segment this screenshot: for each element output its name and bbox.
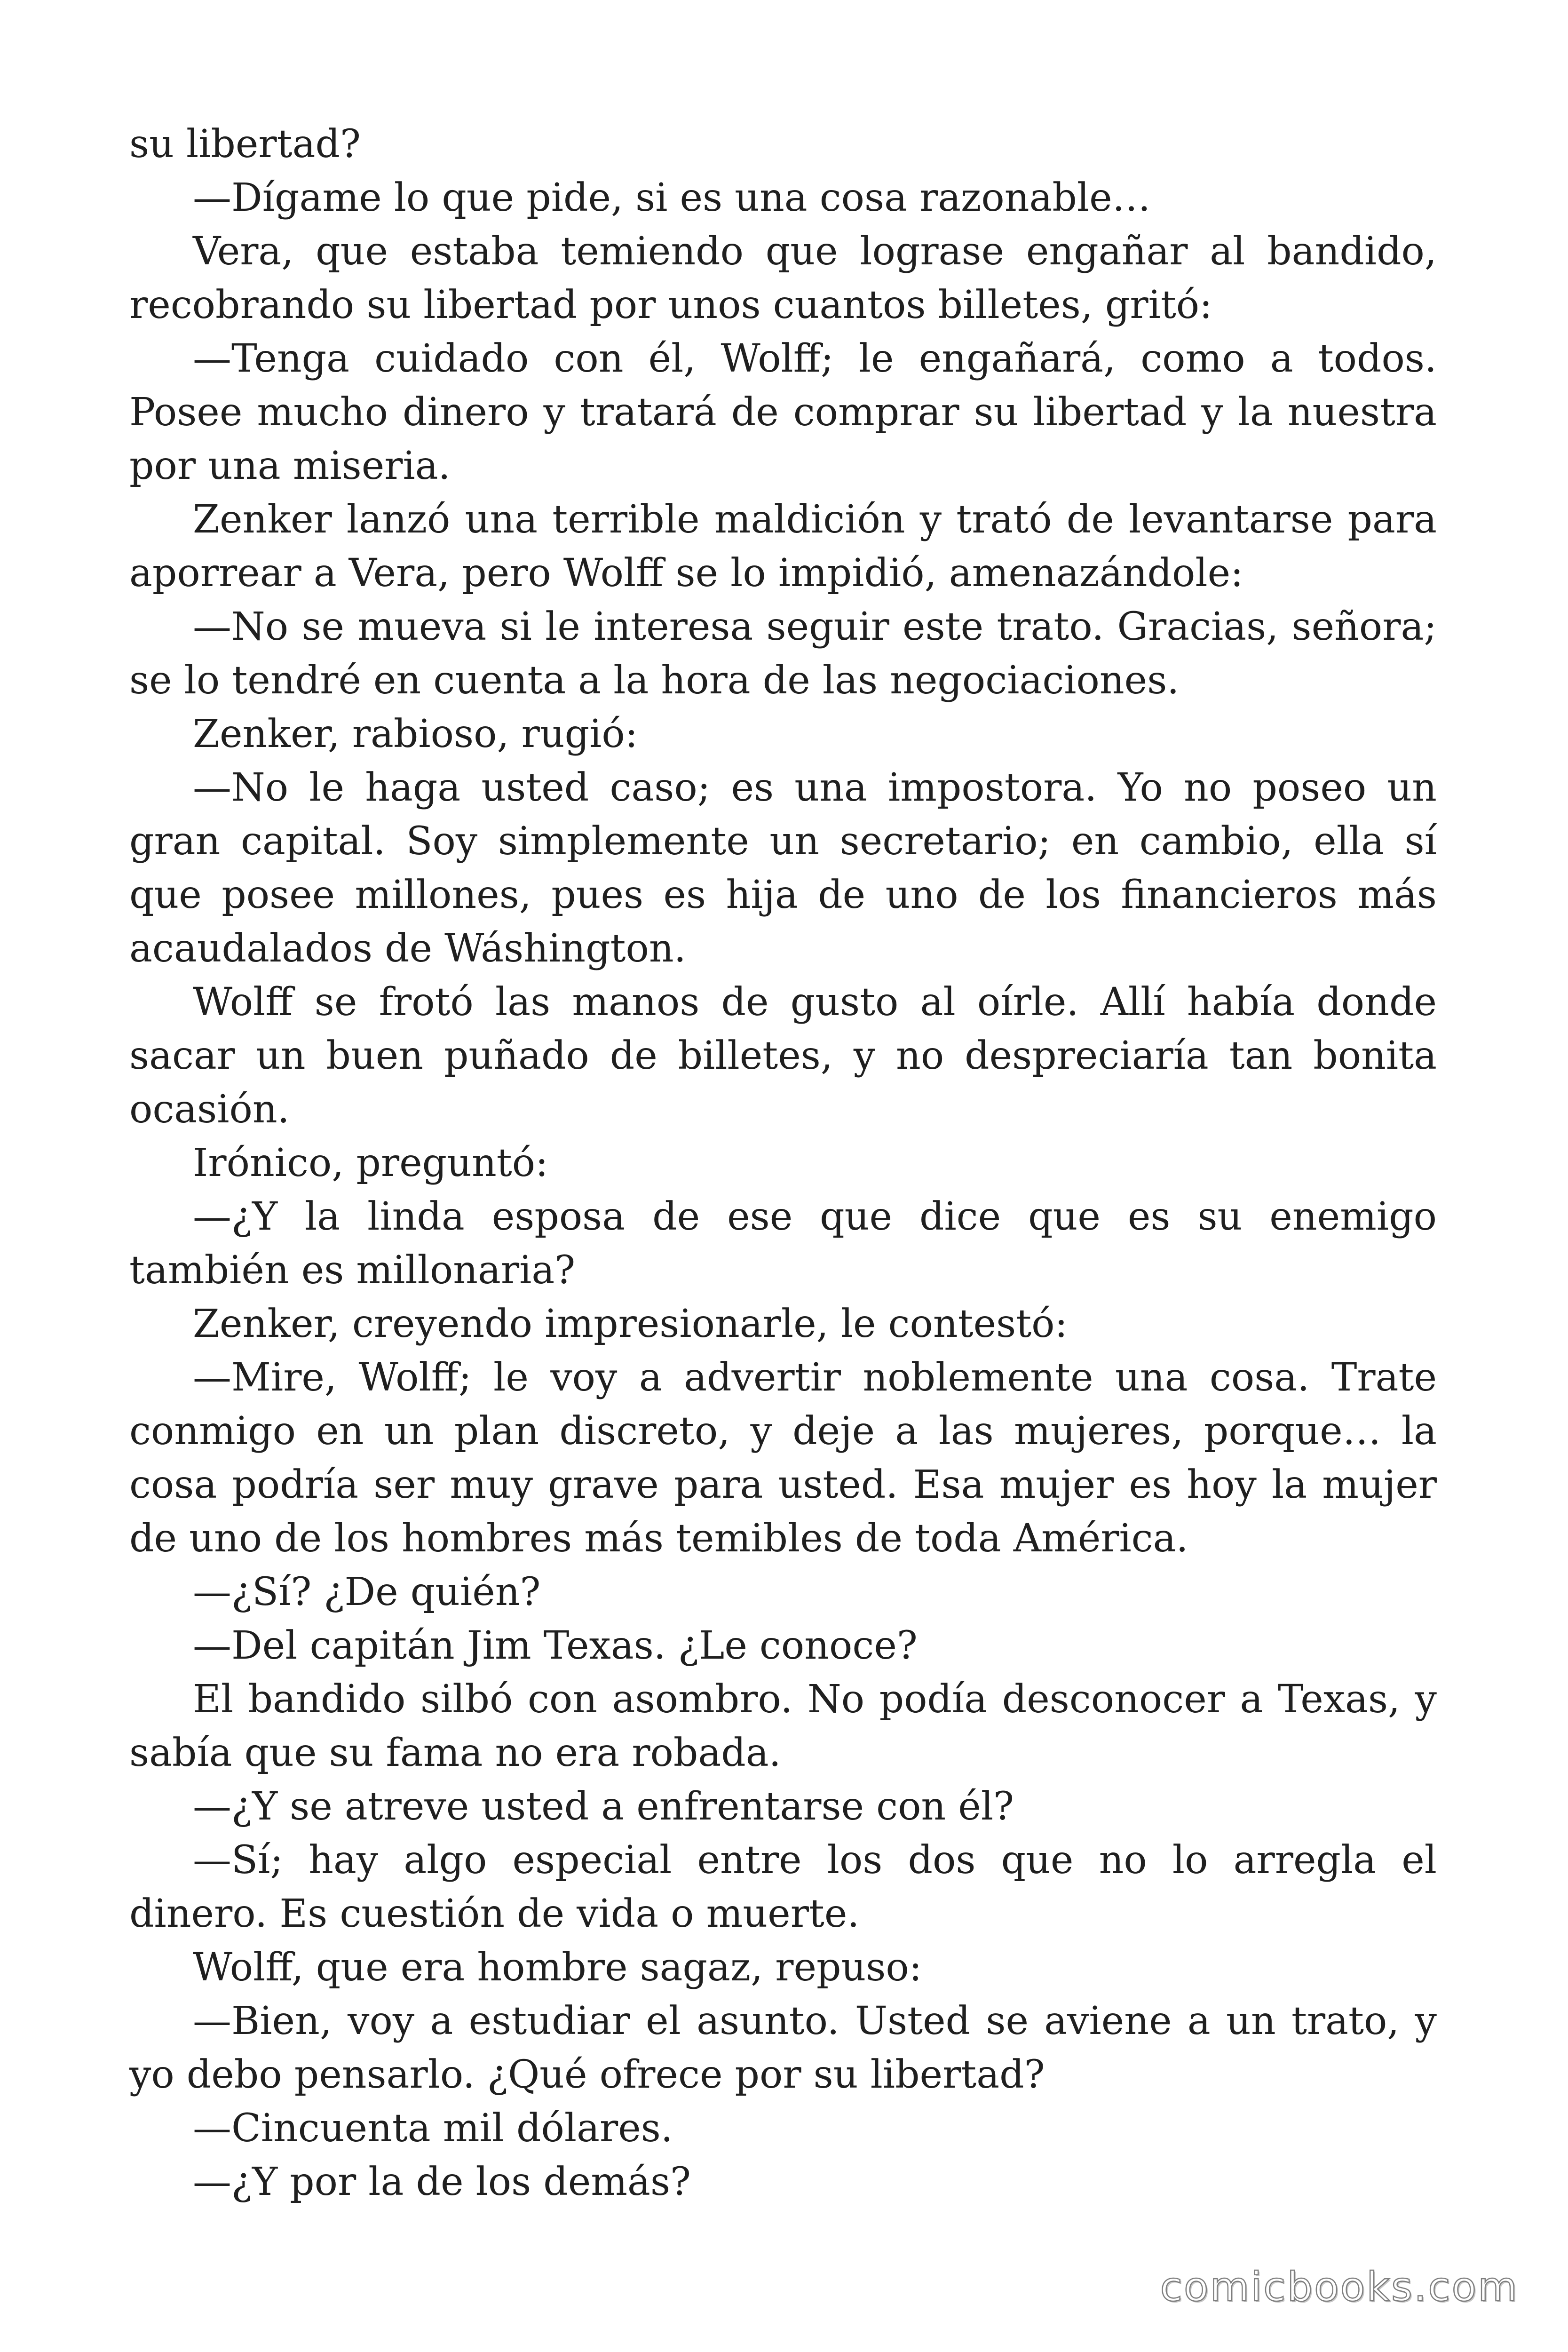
paragraph: El bandido silbó con asombro. No podía desconocer a Texas, y sabía que su fama no era robada. (129, 1677, 1437, 1775)
paragraph: —Sí; hay algo especial entre los dos que no lo arregla el dinero. Es cuestión de vida o muerte. (129, 1838, 1437, 1936)
paragraph: Zenker, rabioso, rugió: (193, 712, 638, 756)
paragraph: Wolff se frotó las manos de gusto al oírle. Allí había donde sacar un buen puñado de billetes, y no despreciaría tan bonita ocasión. (129, 980, 1437, 1132)
paragraph: —Cincuenta mil dólares. (193, 2106, 673, 2151)
paragraph: —No se mueva si le interesa seguir este trato. Gracias, señora; se lo tendré en cuenta a la hora de las negociaciones. (129, 604, 1437, 703)
paragraph: —¿Y se atreve usted a enfrentarse con él? (193, 1784, 1014, 1829)
paragraph: Wolff, que era hombre sagaz, repuso: (193, 1945, 922, 1990)
watermark: comicbooks.com (1160, 2264, 1519, 2311)
paragraph: —Mire, Wolff; le voy a advertir noblemente una cosa. Trate conmigo en un plan discreto, y deje a las mujeres, porque… la cosa podría ser muy grave para usted. Esa mujer es hoy la mujer de uno de los hombres más temibles de toda América. (129, 1355, 1437, 1561)
paragraph: —Del capitán Jim Texas. ¿Le conoce? (193, 1623, 918, 1668)
paragraph: Zenker lanzó una terrible maldición y trató de levantarse para aporrear a Vera, pero Wolff se lo impidió, amenazándole: (129, 497, 1437, 596)
paragraph: —Tenga cuidado con él, Wolff; le engañará, como a todos. Posee mucho dinero y tratará de comprar su libertad y la nuestra por una miseria. (129, 336, 1437, 488)
page-text (129, 118, 1437, 2209)
paragraph: —¿Y la linda esposa de ese que dice que es su enemigo también es millonaria? (129, 1194, 1437, 1293)
paragraph: —¿Sí? ¿De quién? (193, 1570, 541, 1614)
paragraph: —Bien, voy a estudiar el asunto. Usted se aviene a un trato, y yo debo pensarlo. ¿Qué ofrece por su libertad? (129, 1999, 1437, 2097)
paragraph: —¿Y por la de los demás? (193, 2160, 691, 2204)
paragraph: Vera, que estaba temiendo que lograse engañar al bandido, recobrando su libertad por unos cuantos billetes, gritó: (129, 229, 1437, 327)
paragraph-continuation: su libertad? (129, 122, 361, 167)
paragraph: Zenker, creyendo impresionarle, le contestó: (193, 1302, 1068, 1346)
paragraph: —Dígame lo que pide, si es una cosa razonable… (193, 175, 1151, 220)
paragraph: —No le haga usted caso; es una impostora. Yo no poseo un gran capital. Soy simplemente un secretario; en cambio, ella sí que posee millones, pues es hija de uno de los financieros más acaudalados de Wáshington. (129, 765, 1437, 971)
paragraph: Irónico, preguntó: (193, 1141, 548, 1185)
